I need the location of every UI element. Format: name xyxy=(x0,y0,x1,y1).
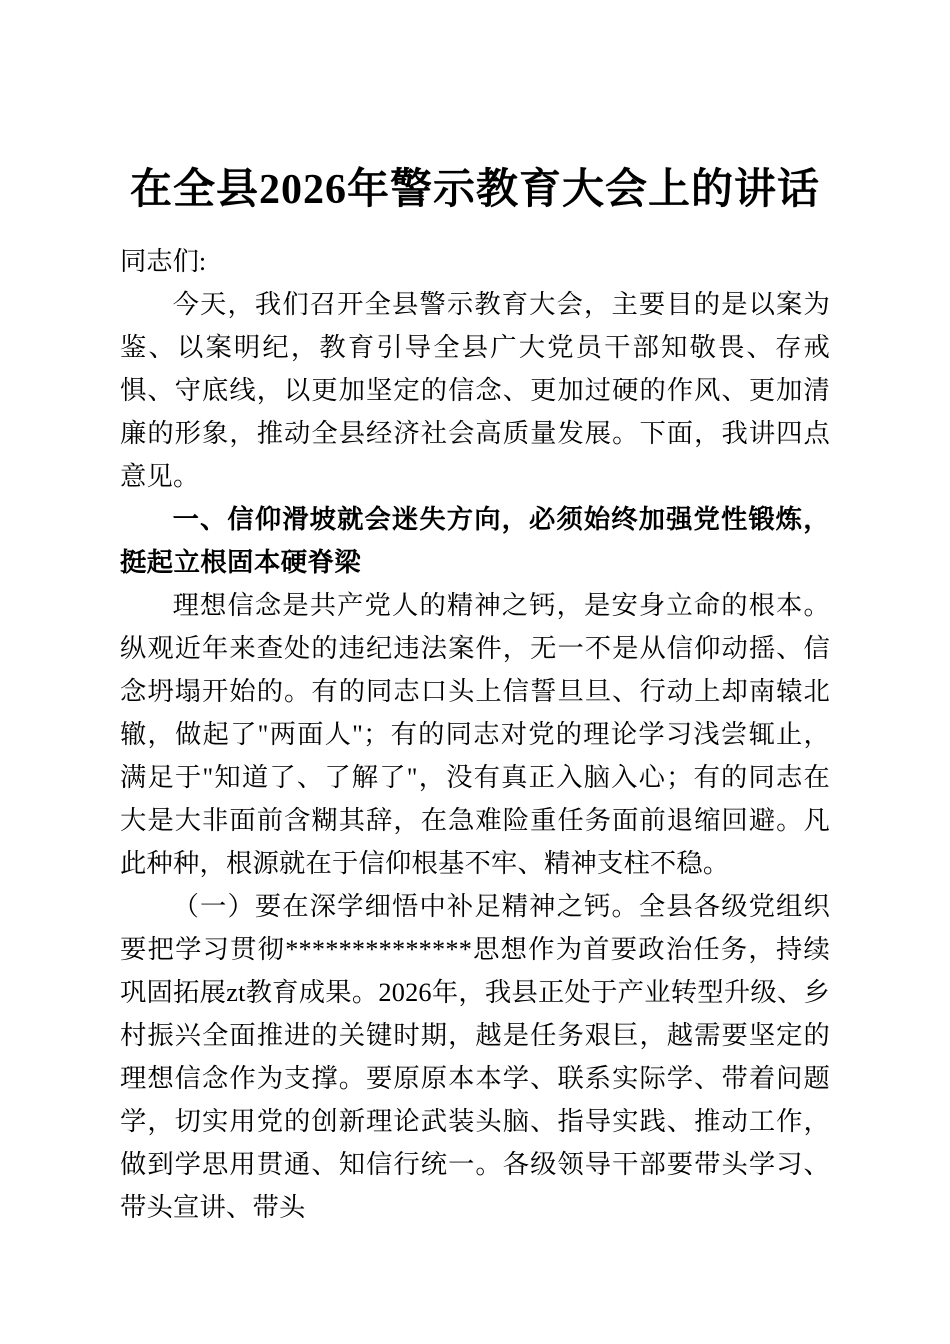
paragraph-intro: 今天，我们召开全县警示教育大会，主要目的是以案为鉴、以案明纪，教育引导全县广大党员干部知敬畏、存戒惧、守底线，以更加坚定的信念、更加过硬的作风、更加清廉的形象，推动全县经济社会高质量发展。下面，我讲四点意见。 xyxy=(120,290,830,491)
salutation-line: 同志们: xyxy=(120,247,207,276)
section-heading-1: 一、信仰滑坡就会迷失方向，必须始终加强党性锻炼，挺起立根固本硬脊梁 xyxy=(120,505,830,577)
document-title: 在全县2026年警示教育大会上的讲话 xyxy=(129,167,820,213)
paragraph-subsection-1: （一）要在深学细悟中补足精神之钙。全县各级党组织要把学习贯彻**************思想作为首要政治任务，持续巩固拓展zt教育成果。2026年，我县正处于产业转型升级、乡村振兴全面推进的关键时期，越是任务艰巨，越需要坚定的理想信念作为支撑。要原原本本学、联系实际学、带着问题学，切实用党的创新理论武装头脑、指导实践、推动工作，做到学思用贯通、知信行统一。各级领导干部要带头学习、带头宣讲、带头 xyxy=(120,892,830,1222)
paragraph-ideals: 理想信念是共产党人的精神之钙，是安身立命的根本。纵观近年来查处的违纪违法案件，无一不是从信仰动摇、信念坍塌开始的。有的同志口头上信誓旦旦、行动上却南辕北辙，做起了"两面人"；有的同志对党的理论学习浅尝辄止，满足于"知道了、了解了"，没有真正入脑入心；有的同志在大是大非面前含糊其辞，在急难险重任务面前退缩回避。凡此种种，根源就在于信仰根基不牢、精神支柱不稳。 xyxy=(120,591,830,878)
